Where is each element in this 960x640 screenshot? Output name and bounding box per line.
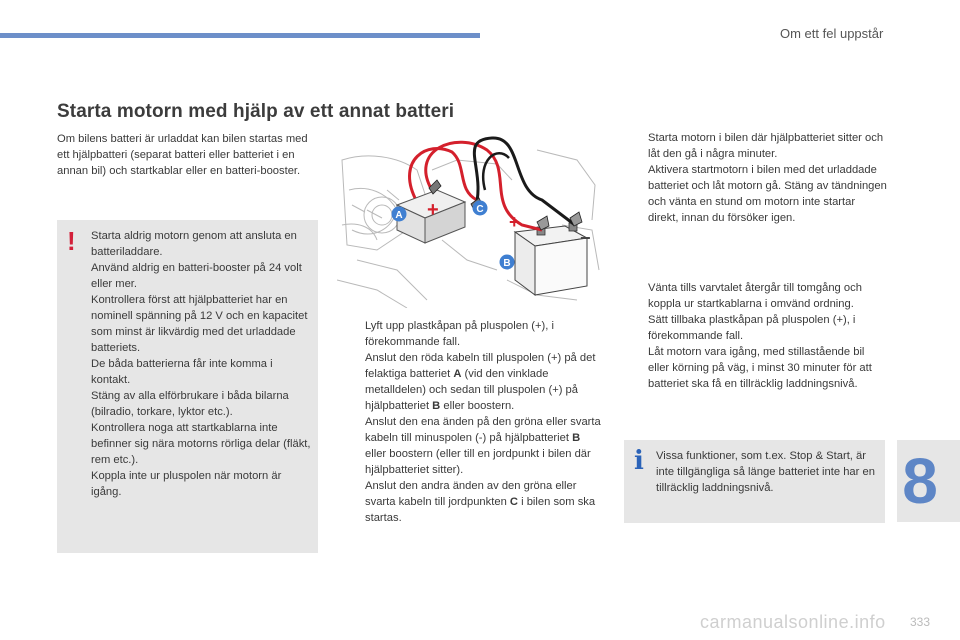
chapter-tab <box>897 440 960 522</box>
info-icon: i <box>634 446 644 476</box>
exclamation-icon: ! <box>67 226 76 256</box>
list-item-text: Anslut den röda kabeln till pluspolen (+) på det felaktiga batteriet <box>365 352 596 380</box>
list-item <box>341 318 603 350</box>
list-item <box>341 414 603 478</box>
section-title: Om ett fel uppstår <box>780 26 884 41</box>
marker-c-label: C <box>476 204 484 215</box>
list-item-text: Låt motorn vara igång, med stillastående bil eller körning på väg, i minst 30 minuter för att batteriet ska få en tillräcklig laddningsnivå. <box>648 346 872 390</box>
reference-letter: B <box>572 432 581 444</box>
list-item <box>624 130 888 162</box>
list-item <box>341 350 603 414</box>
list-item <box>624 344 888 392</box>
battery-b-drawing <box>515 223 587 295</box>
chapter-number: 8 <box>902 445 938 517</box>
list-item-text: Vänta tills varvtalet återgår till tomgång och koppla ur startkablarna i omvänd ordning. <box>648 282 862 310</box>
intro-paragraph: Om bilens batteri är urladdat kan bilen startas med ett hjälpbatteri (separat batteri eller batteriet i en annan bil) och startkablar eller en batteri-booster. <box>57 133 308 177</box>
reference-letter: A <box>453 368 462 380</box>
steps-right-list-b <box>624 280 888 392</box>
warning-text: Starta aldrig motorn genom att ansluta en batteriladdare. Använd aldrig en batteri-booster på 24 volt eller mer. Kontrollera först att hjälpbatteriet har en nominell spänning på 12 V och en kapacitet som minst är likvärdig med det urladdade batteriets. De båda batterierna får inte komma i kontakt. Stäng av alla elförbrukare i båda bilarna (bilradio, torkare, lyktor etc.). Kontrollera noga att startkablarna inte befinner sig nära motorns rörliga delar (fläkt, rem etc.). Koppla inte ur pluspolen när motorn är igång. <box>91 230 311 498</box>
marker-a <box>392 207 407 222</box>
list-item-text: Starta motorn i bilen där hjälpbatteriet sitter och låt den gå i några minuter. <box>648 132 884 160</box>
page-number: 333 <box>910 615 931 629</box>
steps-right-list-a <box>624 130 888 226</box>
list-item <box>624 312 888 344</box>
reference-letter: C <box>509 496 518 508</box>
list-item-text: (vid den vinklade metalldelen) och sedan till pluspolen (+) på hjälpbatteriet <box>365 368 578 412</box>
page-title: Starta motorn med hjälp av ett annat batteri <box>57 101 455 122</box>
info-text: Vissa funktioner, som t.ex. Stop & Start, är inte tillgängliga så länge batteriet inte har en tillräcklig laddningsnivå. <box>656 450 875 494</box>
plus-sign-b: + <box>509 212 520 232</box>
header-accent-bar <box>0 33 480 38</box>
warning-box <box>57 220 318 553</box>
list-item <box>624 162 888 226</box>
list-item-text: Lyft upp plastkåpan på pluspolen (+), i förekommande fall. <box>365 320 554 348</box>
marker-a-label: A <box>395 210 403 221</box>
list-item-text: i bilen som ska startas. <box>365 496 596 524</box>
marker-b <box>500 255 515 270</box>
minus-sign-b: − <box>580 228 591 248</box>
list-item-text: eller boostern. <box>440 400 515 412</box>
reference-letter: B <box>432 400 441 412</box>
marker-c <box>473 201 488 216</box>
watermark: carmanualsonline.info <box>700 612 886 632</box>
steps-middle-list <box>341 318 603 526</box>
list-item-text: Sätt tillbaka plastkåpan på pluspolen (+), i förekommande fall. <box>648 314 856 342</box>
list-item-text: Anslut den andra änden av den gröna eller svarta kabeln till jordpunkten <box>365 480 577 508</box>
list-item <box>624 280 888 312</box>
marker-b-label: B <box>503 258 511 269</box>
list-item-text: Anslut den ena änden på den gröna eller svarta kabeln till minuspolen (-) på hjälpbatteriet <box>365 416 601 444</box>
list-item-text: eller boostern (eller till en jordpunkt i bilen där hjälpbatteriet sitter). <box>365 448 591 476</box>
jump-start-illustration <box>337 130 600 308</box>
list-item-text: Aktivera startmotorn i bilen med det urladdade batteriet och låt motorn gå. Stäng av tändningen och vänta en stund om motorn inte startar direkt, innan du försöker igen. <box>648 164 887 224</box>
list-item <box>341 478 603 526</box>
plus-sign-a: + <box>427 199 439 221</box>
info-box <box>624 440 885 523</box>
